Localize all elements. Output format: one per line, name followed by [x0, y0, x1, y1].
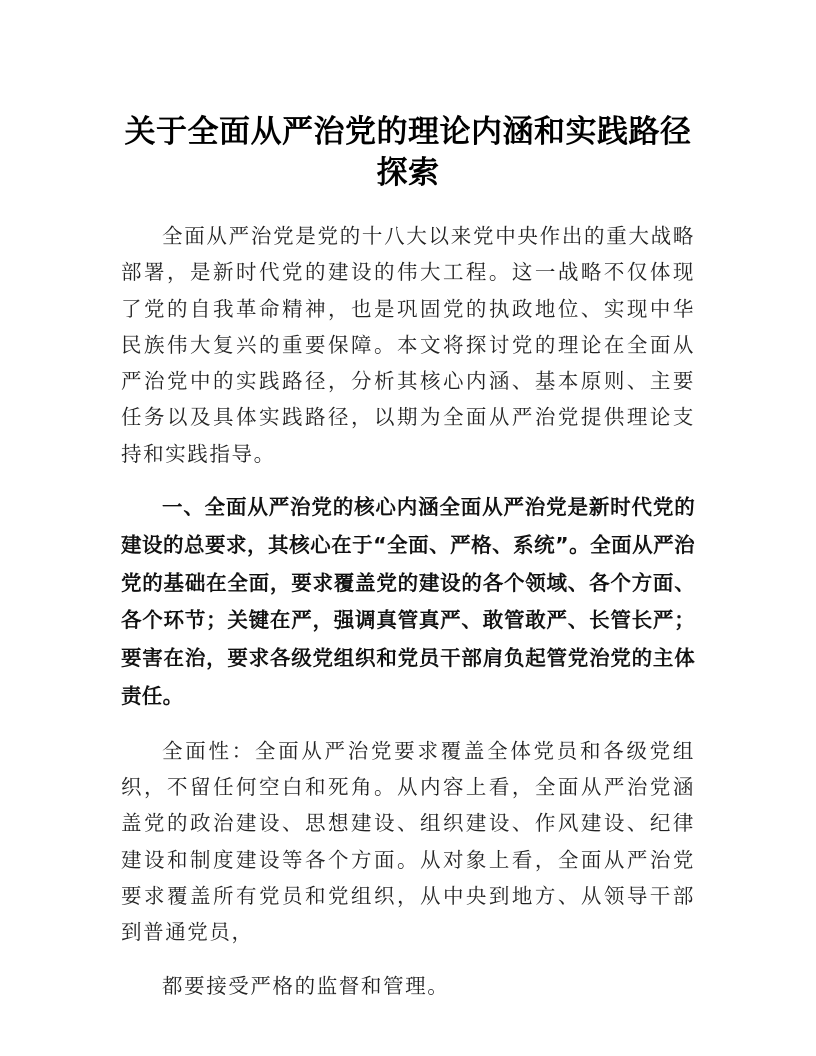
document-title: 关于全面从严治党的理论内涵和实践路径探索 [124, 114, 692, 191]
intro-paragraph: 全面从严治党是党的十八大以来党中央作出的重大战略部署，是新时代党的建设的伟大工程。这一战略不仅体现了党的自我革命精神，也是巩固党的执政地位、实现中华民族伟大复兴的重要保障。本文将探讨党的理论在全面从严治党中的实践路径，分析其核心内涵、基本原则、主要任务以及具体实践路径，以期为全面从严治党提供理论支持和实践指导。 [121, 224, 695, 466]
section-one-paragraph: 一、全面从严治党的核心内涵全面从严治党是新时代党的建设的总要求，其核心在于“全面、严格、系统”。全面从严治党的基础在全面，要求覆盖党的建设的各个领域、各个方面、各个环节；关键在严，强调真管真严、敢管敢严、长管长严；要害在治，要求各级党组织和党员干部肩负起管党治党的主体责任。 [121, 495, 695, 709]
comprehensiveness-paragraph: 全面性：全面从严治党要求覆盖全体党员和各级党组织，不留任何空白和死角。从内容上看，全面从严治党涵盖党的政治建设、思想建设、组织建设、作风建设、纪律建设和制度建设等各个方面。从对象上看，全面从严治党要求覆盖所有党员和党组织，从中央到地方、从领导干部到普通党员， [121, 738, 695, 945]
supervision-paragraph: 都要接受严格的监督和管理。 [162, 973, 450, 998]
